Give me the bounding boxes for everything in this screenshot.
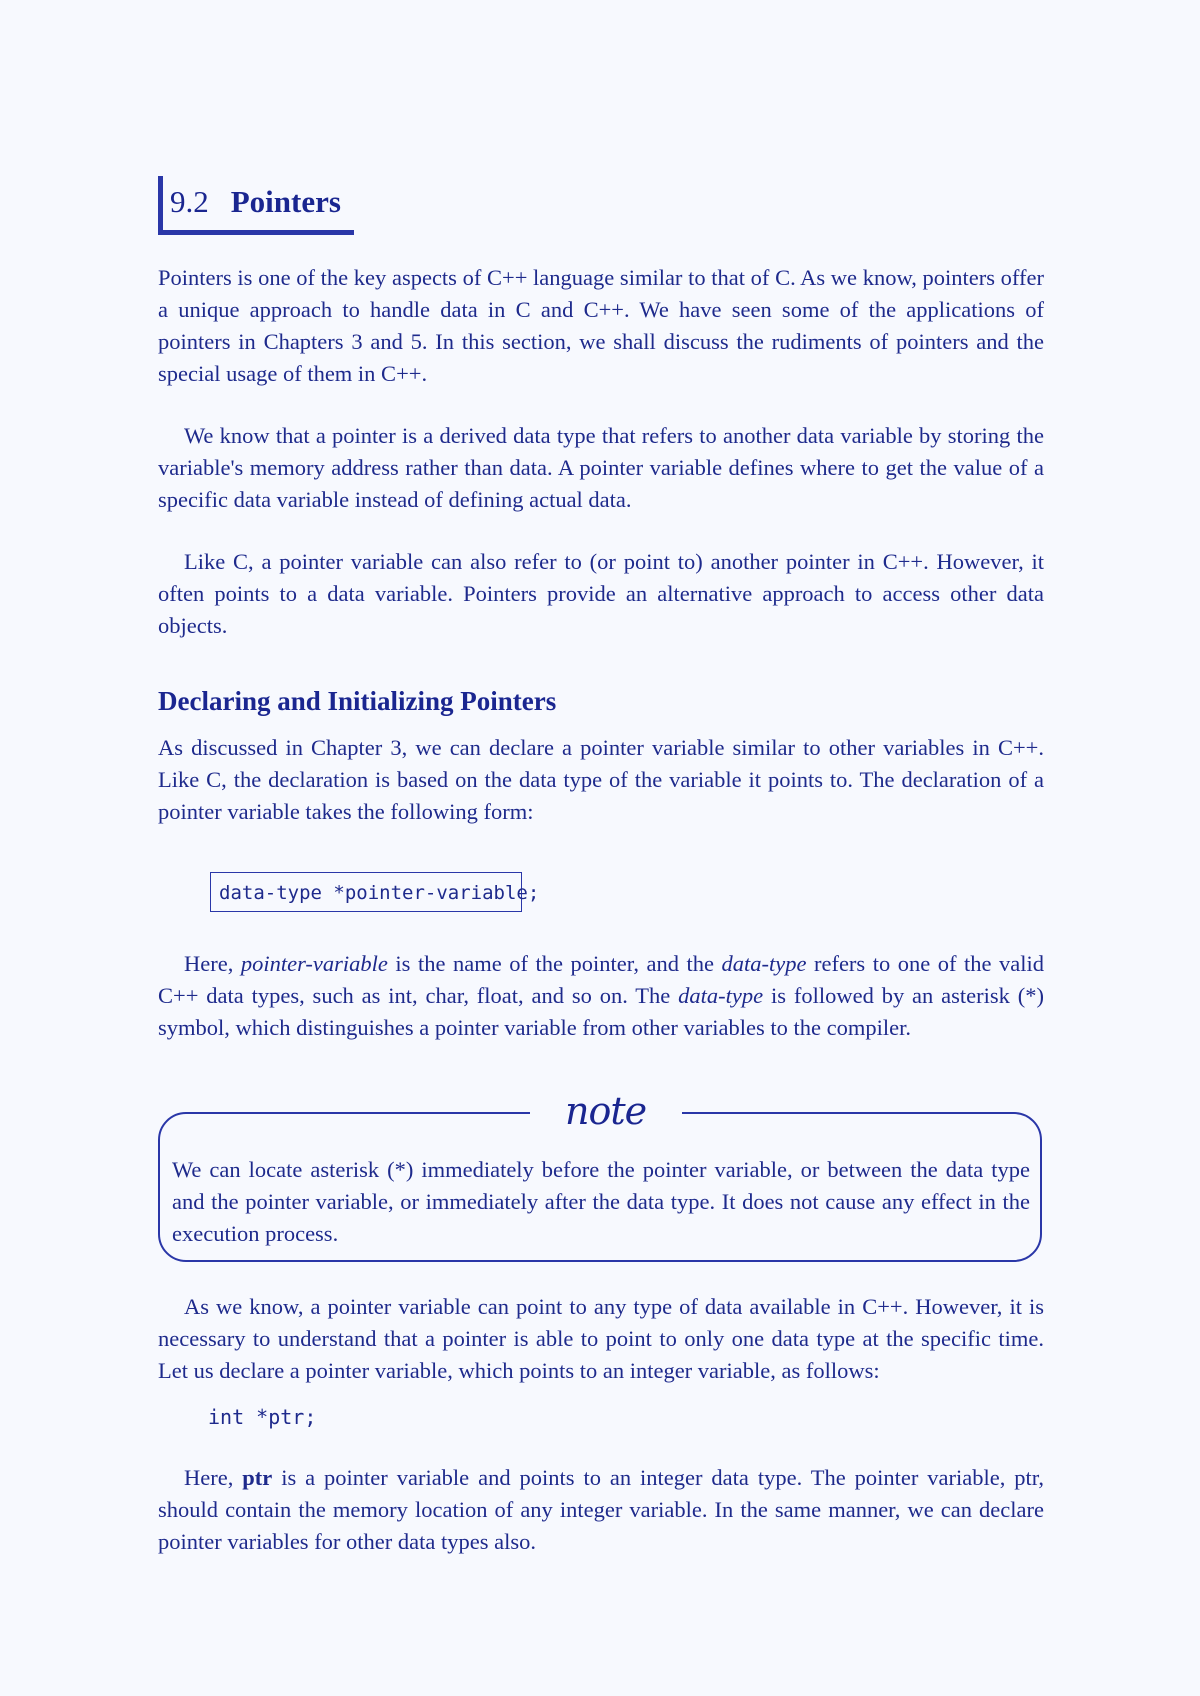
paragraph-ptr-explanation	[158, 1462, 1044, 1558]
code-example: int *ptr;	[208, 1405, 317, 1429]
text-run: refers to one of the valid C++ data types, such as int, char, float, and so on. The	[158, 951, 1044, 1008]
text-run: is followed by an asterisk (*) symbol, which distinguishes a pointer variable from other variables to the compiler.	[158, 983, 1044, 1040]
paragraph-declaration: As discussed in Chapter 3, we can declare a pointer variable similar to other variables in C++. Like C, the declaration is based on the data type of the variable it points to. The declaration of a pointer variable takes the following form:	[158, 735, 1044, 824]
syntax-box: data-type *pointer-variable;	[210, 872, 522, 912]
emphasis-data-type: data-type	[721, 951, 807, 976]
bold-ptr: ptr	[242, 1465, 273, 1490]
paragraph-pointer-to-pointer: Like C, a pointer variable can also refer to (or point to) another pointer in C++. However, it often points to a data variable. Pointers provide an alternative approach to access other data objects.	[158, 549, 1044, 638]
section-number: 9.2	[170, 184, 209, 219]
section-title	[170, 184, 341, 220]
text-run: is a pointer variable and points to an integer data type. The pointer variable, ptr, should contain the memory location of any integer variable. In the same manner, we can declare pointer variables for other data types also.	[158, 1465, 1045, 1554]
paragraph-single-type: As we know, a pointer variable can point to any type of data available in C++. However, it is necessary to understand that a pointer is able to point to only one data type at the specific time. Let us declare a pointer variable, which points to an integer variable, as follows:	[158, 1294, 1044, 1383]
section-heading	[158, 170, 354, 236]
note-title: note	[565, 1089, 647, 1133]
text-run: is the name of the pointer, and the	[387, 951, 722, 976]
text-run: Here,	[184, 951, 241, 976]
emphasis-pointer-variable: pointer-variable	[240, 951, 388, 976]
subsection-title: Declaring and Initializing Pointers	[158, 686, 557, 716]
note-text: We can locate asterisk (*) immediately before the pointer variable, or between the data type and the pointer variable, or immediately after the data type. It does not cause any effect in the execution process.	[172, 1157, 1030, 1246]
text-run: Here,	[184, 1465, 243, 1490]
paragraph-syntax-explanation	[158, 948, 1044, 1044]
heading-underline	[158, 230, 354, 235]
section-title-text: Pointers	[230, 184, 341, 219]
paragraph-intro: Pointers is one of the key aspects of C++ language similar to that of C. As we know, pointers offer a unique approach to handle data in C and C++. We have seen some of the applications of pointers in Chapters 3 and 5. In this section, we shall discuss the rudiments of pointers and the special usage of them in C++.	[158, 265, 1044, 386]
paragraph-definition: We know that a pointer is a derived data type that refers to another data variable by storing the variable's memory address rather than data. A pointer variable defines where to get the value of a specific data variable instead of defining actual data.	[158, 423, 1044, 512]
emphasis-data-type: data-type	[678, 983, 764, 1008]
heading-bar	[158, 176, 163, 234]
